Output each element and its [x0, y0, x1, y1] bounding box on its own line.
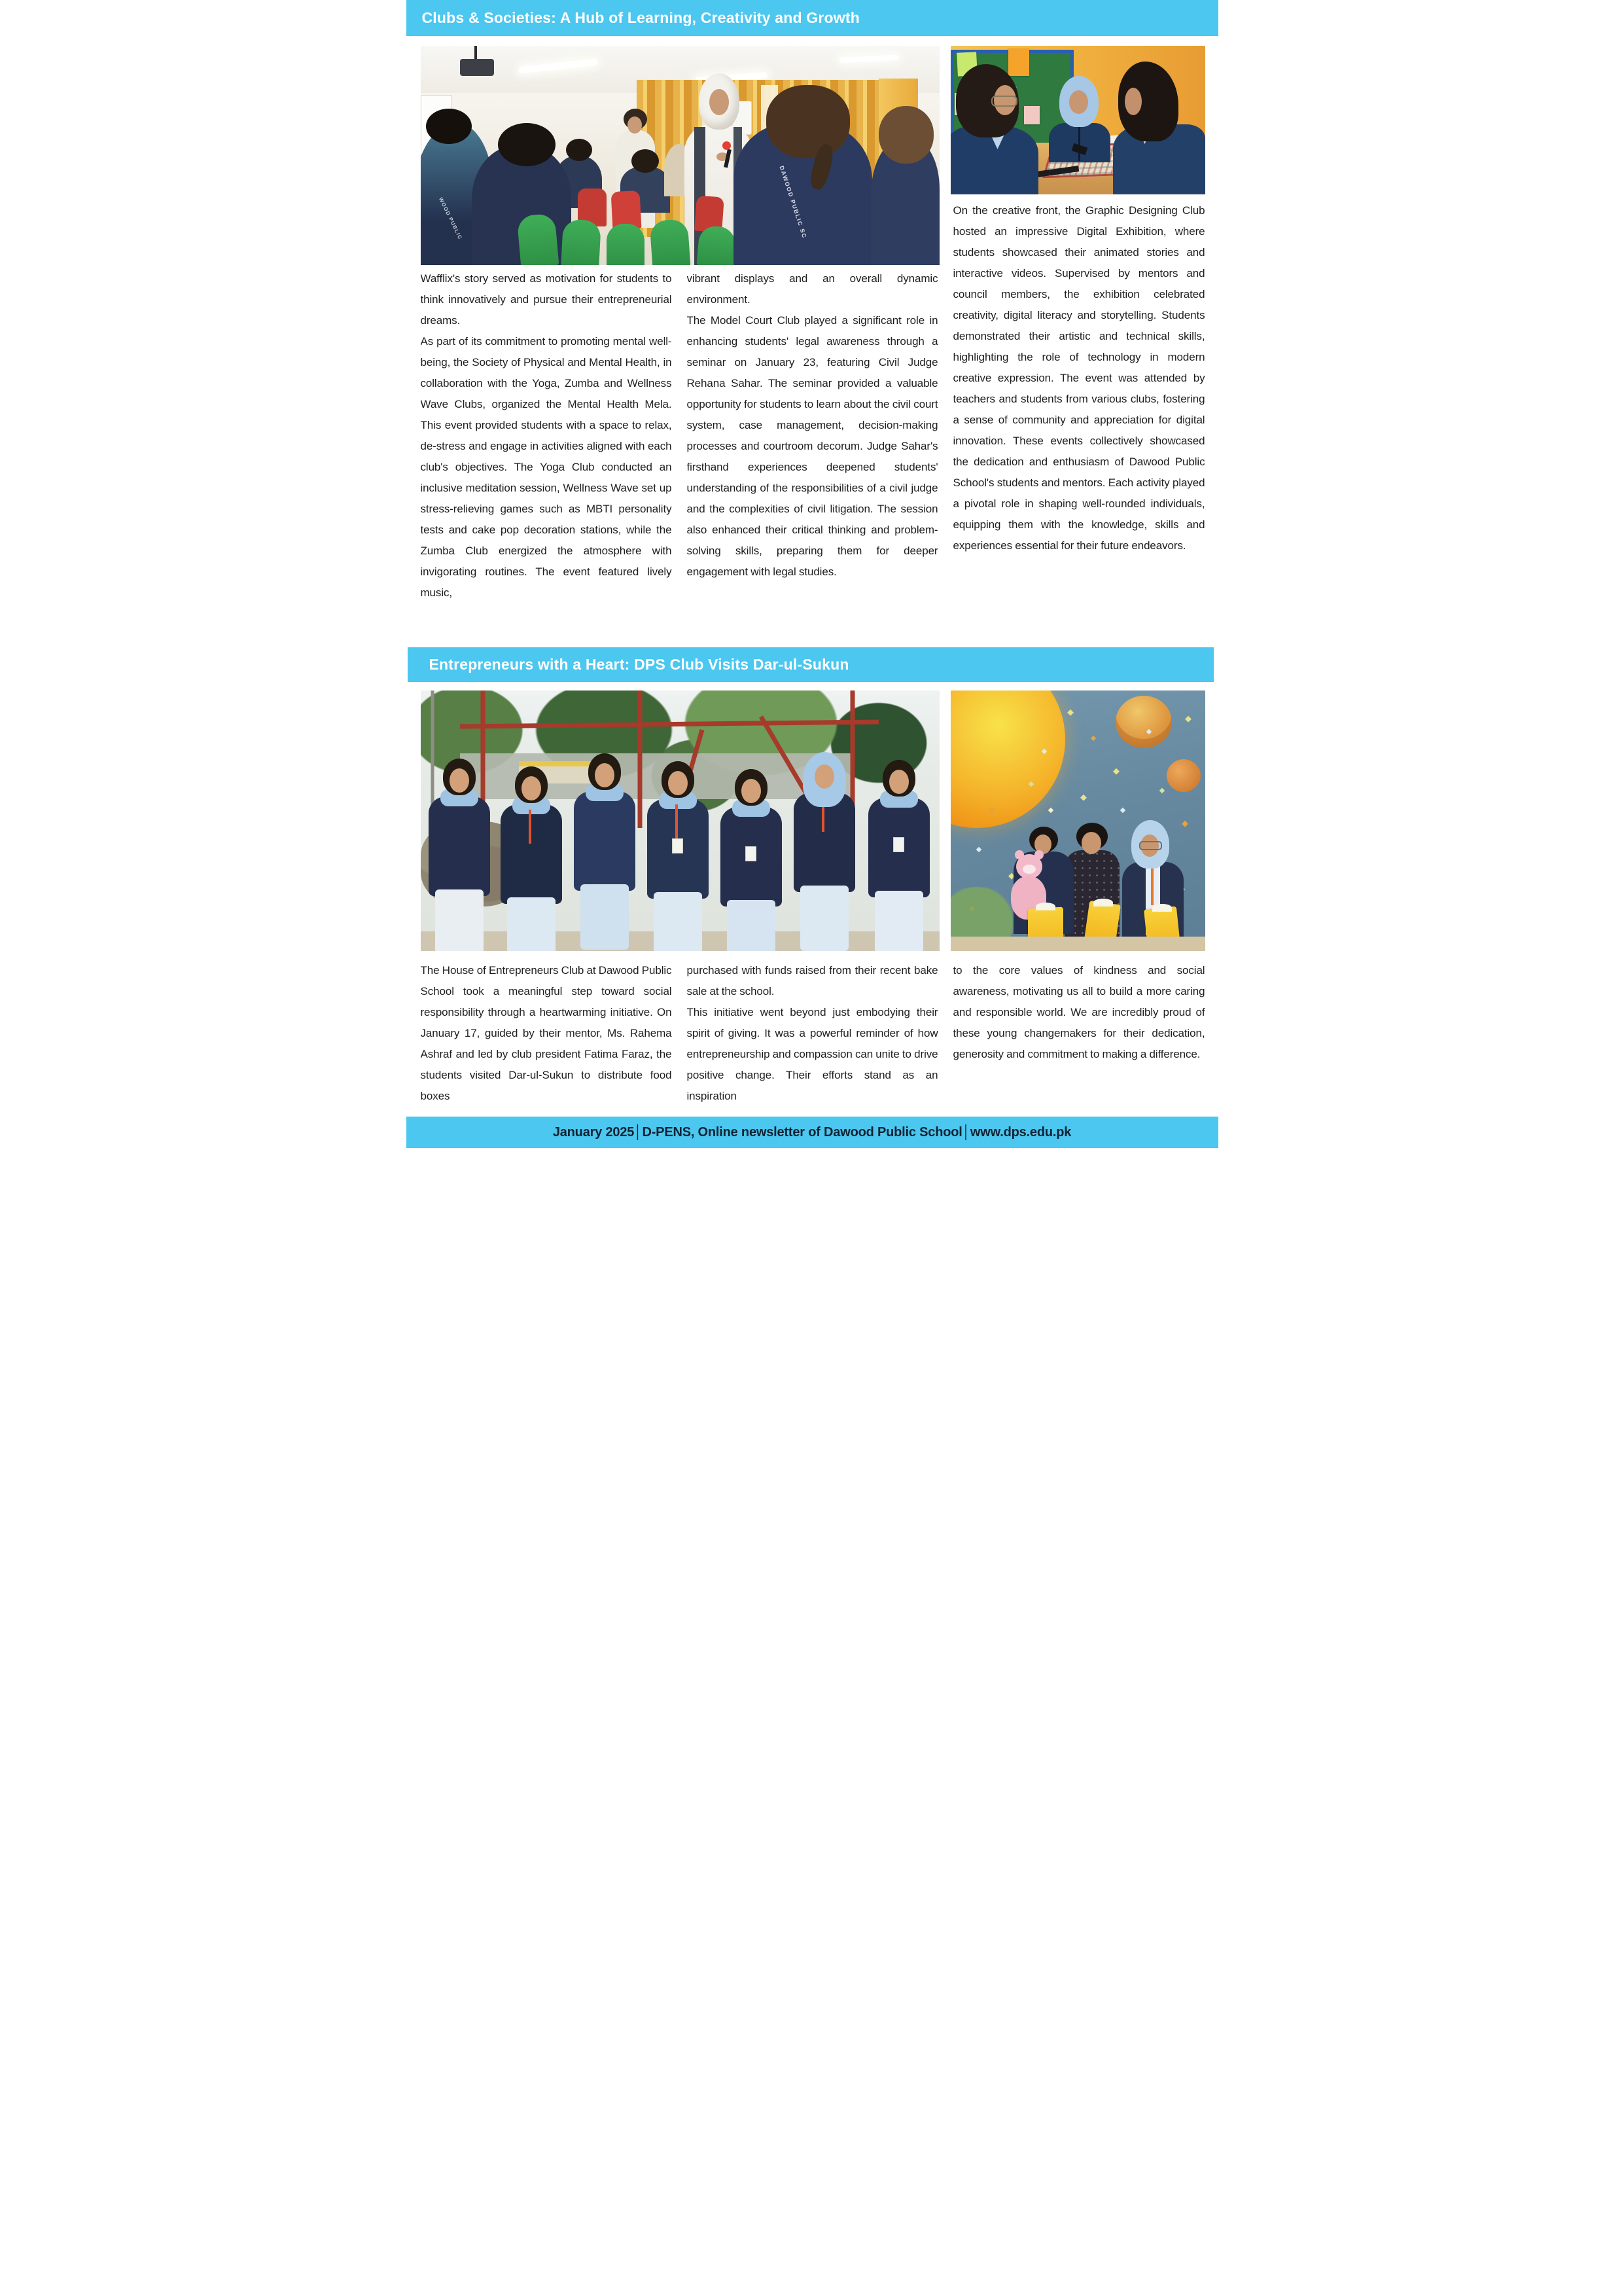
footer-bar	[406, 1117, 1218, 1148]
student-figure	[863, 760, 935, 951]
student-hair	[631, 149, 659, 173]
paragraph: The Model Court Club played a significant role in enhancing students' legal awareness through a seminar on January 23, featuring Civil Judge Rehana Sahar. The seminar provided a valuable opportunity for students to learn about the civil court system, case management, decision-making processes and courtroom decorum. Judge Sahar's firsthand experiences deepened students' understanding of the responsibilities of a civil judge and the complexities of civil litigation. The session also enhanced their critical thinking and problem-solving skills, preparing them for deeper engagement with legal studies.	[686, 314, 938, 578]
student-hair	[879, 106, 934, 164]
student-figure	[423, 759, 495, 951]
face	[741, 779, 761, 803]
section-header-clubs	[406, 0, 1218, 36]
student-face	[627, 117, 642, 134]
paragraph: purchased with funds raised from their recent bake sale at the school.	[686, 964, 938, 997]
kameez	[435, 889, 484, 951]
entrepreneurs-column-3	[953, 960, 1205, 1114]
clubs-column-3	[953, 200, 1205, 645]
floor	[951, 937, 1205, 951]
projector	[460, 59, 494, 76]
paragraph: to the core values of kindness and social awareness, motivating us all to build a more caring and responsible world. We are incredibly proud of these young changemakers for their dedication, generosity and commitment to making a difference.	[953, 964, 1205, 1060]
jacket-text: DAWOOD PUBLIC SC	[777, 165, 808, 240]
student-hair-ponytail	[766, 85, 850, 158]
tissue-paper	[1036, 903, 1055, 910]
kameez	[507, 897, 556, 951]
clubs-column-1	[421, 268, 672, 645]
lanyard	[1151, 867, 1154, 905]
student-figure	[569, 753, 641, 950]
person-face	[1082, 832, 1101, 854]
kameez	[580, 884, 629, 950]
id-badge	[672, 838, 683, 853]
green-chair	[516, 213, 559, 265]
face	[889, 770, 909, 794]
green-chair	[561, 219, 601, 265]
green-chair	[607, 224, 644, 265]
face	[521, 776, 541, 800]
paragraph: As part of its commitment to promoting mental well-being, the Society of Physical and Mental Health, in collaboration with the Yoga, Zumba and Wellness Wave Clubs, organized the Mental Health Mela. This event provided students with a space to relax, de-stress and engage in activities aligned with each club's objectives. The Yoga Club conducted an inclusive meditation session, Wellness Wave set up stress-relieving games such as MBTI personality tests and cake pop decoration stations, while the Zumba Club energized the atmosphere with invigorating routines. The event featured lively music,	[420, 335, 672, 599]
face	[595, 763, 614, 787]
student-face	[1069, 90, 1088, 114]
entrepreneurs-column-1	[421, 960, 672, 1114]
paragraph: vibrant displays and an overall dynamic environment.	[686, 272, 938, 306]
newsletter-page	[406, 0, 1218, 1148]
microphone-tip	[722, 141, 731, 150]
tissue-paper	[1152, 904, 1172, 912]
face	[815, 764, 834, 789]
navy-jacket	[501, 804, 562, 904]
kameez	[800, 886, 849, 951]
teddy-muzzle	[1023, 865, 1036, 874]
face	[668, 771, 688, 795]
green-chair	[649, 219, 690, 265]
paragraph: This initiative went beyond just embodying their spirit of giving. It was a powerful reminder of how entrepreneurship and compassion can unite to drive positive change. Their efforts stand as an inspiration	[686, 1006, 938, 1102]
kameez	[654, 892, 702, 951]
paragraph: On the creative front, the Graphic Designing Club hosted an impressive Digital Exhibition, where students showcased their animated stories and interactive videos. Supervised by mentors and council members, the exhibition celebrated creativity, digital literacy and storytelling. Students demonstrated their artistic and technical skills, highlighting the role of technology in modern creative expression. The event was attended by teachers and students from various clubs, fostering a sense of community and appreciation for digital innovation. These events collectively showcased the dedication and enthusiasm of Dawood Public School's students and mentors. Each activity played a pivotal role in shaping well-rounded individuals, equipping them with the knowledge, skills and experiences essential for their future endeavors.	[953, 204, 1205, 552]
photo-mental-health-mela	[421, 46, 940, 265]
student-figure-headscarf	[788, 755, 860, 951]
section-title-clubs: Clubs & Societies: A Hub of Learning, Creativity and Growth	[421, 9, 860, 26]
student-hair	[566, 139, 592, 161]
paragraph: The House of Entrepreneurs Club at Dawood Public School took a meaningful step toward social responsibility through a heartwarming initiative. On January 17, guided by their mentor, Ms. Rahema Ashraf and led by club president Fatima Faraz, the students visited Dar-ul-Sukun to distribute food boxes	[420, 964, 672, 1102]
clubs-column-2	[687, 268, 938, 645]
id-badge	[745, 846, 756, 861]
lanyard	[675, 804, 678, 838]
lanyard	[529, 810, 531, 844]
glasses	[991, 96, 1017, 107]
paragraph: Wafflix's story served as motivation for students to think innovatively and pursue their entrepreneurial dreams.	[420, 272, 672, 327]
face	[450, 768, 469, 793]
jacket-zipper	[1078, 124, 1080, 161]
projector-mount	[474, 46, 477, 60]
navy-jacket	[574, 791, 635, 891]
student-face	[1125, 88, 1142, 115]
photo-dar-ul-sukun-visit	[951, 691, 1205, 951]
photo-scrabble-session	[951, 46, 1205, 194]
navy-jacket	[794, 793, 855, 892]
footer-text: January 2025│D-PENS, Online newsletter of Dawood Public School│www.dps.edu.pk	[552, 1124, 1072, 1139]
tissue-paper	[1093, 899, 1113, 906]
student-figure	[715, 769, 787, 951]
student-hair	[426, 109, 472, 144]
kameez	[727, 900, 775, 951]
kameez	[875, 891, 923, 951]
student-hair	[498, 123, 556, 166]
entrepreneurs-column-2	[687, 960, 938, 1114]
sticky-note	[1008, 48, 1029, 76]
photo-entrepreneurs-group	[421, 691, 940, 951]
student-figure	[642, 761, 714, 951]
jacket-text: WOOD PUBLIC	[437, 196, 463, 241]
section-title-entrepreneurs: Entrepreneurs with a Heart: DPS Club Visits Dar-ul-Sukun	[429, 656, 849, 673]
glasses	[1139, 841, 1162, 850]
teacher-face	[709, 89, 729, 115]
sticky-note	[1024, 106, 1040, 124]
id-badge	[893, 837, 904, 852]
navy-jacket	[429, 797, 490, 896]
student-figure	[495, 766, 567, 951]
section-header-entrepreneurs	[408, 647, 1214, 682]
